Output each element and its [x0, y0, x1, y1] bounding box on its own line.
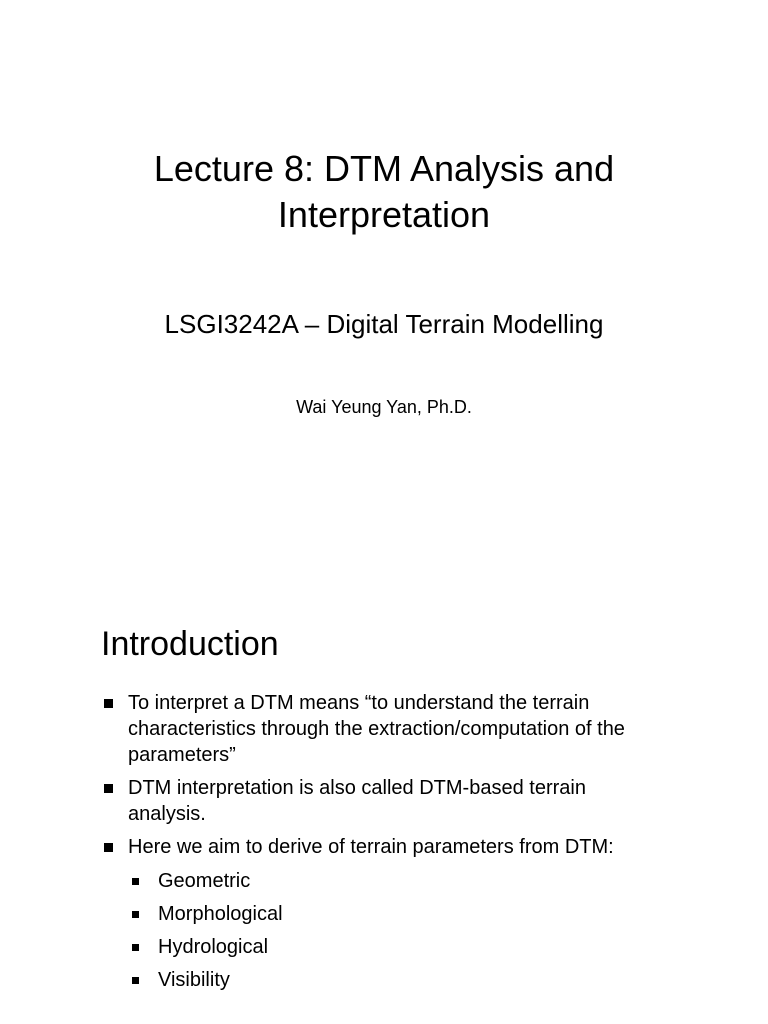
sub-bullet-item-morphological: [128, 901, 283, 927]
square-bullet-icon: [132, 944, 139, 951]
square-bullet-icon: [104, 843, 113, 852]
square-bullet-icon: [132, 911, 139, 918]
course-title: LSGI3242A – Digital Terrain Modelling: [164, 309, 604, 339]
square-bullet-icon: [132, 977, 139, 984]
sub-bullet-text: Geometric: [158, 870, 251, 892]
sub-bullet-list: [128, 868, 283, 1000]
bullet-list: [101, 690, 721, 867]
lecture-title-line-1: Lecture 8: DTM Analysis and: [153, 148, 615, 189]
sub-bullet-text: Hydrological: [158, 936, 269, 958]
lecture-title: [0, 146, 768, 238]
square-bullet-icon: [104, 699, 113, 708]
bullet-text-line: To interpret a DTM means “to understand the terrain: [128, 692, 590, 714]
sub-bullet-text: Morphological: [158, 903, 283, 925]
bullet-item: [101, 834, 721, 860]
sub-bullet-item-geometric: [128, 868, 283, 894]
square-bullet-icon: [132, 878, 139, 885]
sub-bullet-item-visibility: [128, 967, 283, 993]
bullet-text-line: Here we aim to derive of terrain parameters from DTM:: [128, 836, 614, 858]
bullet-item: [101, 775, 721, 827]
bullet-text-line: parameters”: [128, 744, 236, 766]
sub-bullet-item-hydrological: [128, 934, 283, 960]
bullet-text-line: analysis.: [128, 803, 206, 825]
slide-title: Introduction: [101, 625, 279, 663]
introduction-slide: [0, 576, 768, 1024]
bullet-text-line: characteristics through the extraction/computation of the: [128, 718, 625, 740]
bullet-item: [101, 690, 721, 768]
square-bullet-icon: [104, 784, 113, 793]
lecture-title-line-2: Interpretation: [277, 194, 491, 235]
sub-bullet-text: Visibility: [158, 969, 230, 991]
author-name: Wai Yeung Yan, Ph.D.: [296, 397, 472, 417]
bullet-text-line: DTM interpretation is also called DTM-based terrain: [128, 777, 586, 799]
